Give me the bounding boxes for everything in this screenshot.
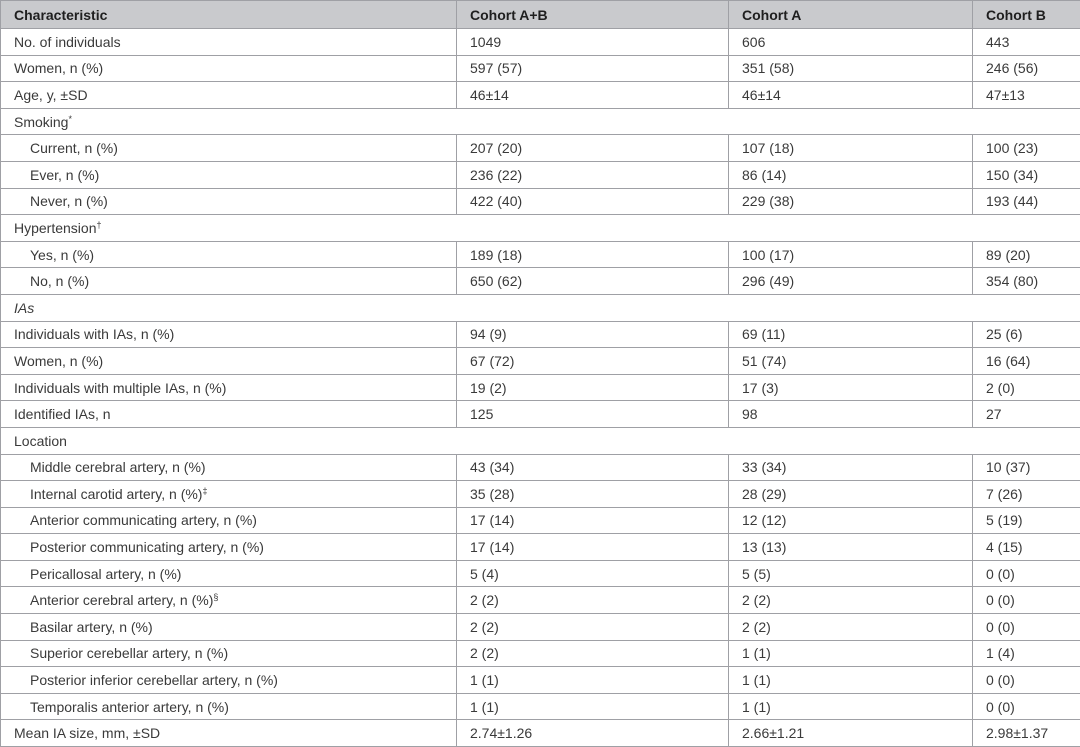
row-label: Middle cerebral artery, n (%): [30, 459, 206, 476]
characteristic-cell: [1, 348, 457, 375]
row-label: Yes, n (%): [30, 246, 95, 263]
cohort-a-value: 1 (1): [729, 693, 973, 720]
cohort-ab-value: 125: [457, 401, 729, 428]
table-row: [1, 321, 1080, 348]
characteristic-cell: [1, 481, 457, 508]
cohort-ab-value: 189 (18): [457, 241, 729, 268]
table-row: [1, 55, 1080, 82]
table-row: [1, 82, 1080, 109]
table-row: [1, 401, 1080, 428]
characteristic-cell: [1, 321, 457, 348]
cohort-a-value: 33 (34): [729, 454, 973, 481]
row-label: Smoking: [14, 113, 69, 130]
cohort-a-value: 107 (18): [729, 135, 973, 162]
characteristic-cell: [1, 188, 457, 215]
row-label: Current, n (%): [30, 140, 118, 157]
cohort-b-value: 100 (23): [973, 135, 1080, 162]
row-label: Posterior inferior cerebellar artery, n (%): [30, 672, 278, 689]
cohort-b-value: 0 (0): [973, 587, 1080, 614]
characteristic-cell: [1, 82, 457, 109]
cohort-b-value: 0 (0): [973, 693, 1080, 720]
cohort-ab-value: 17 (14): [457, 534, 729, 561]
cohort-ab-value: 207 (20): [457, 135, 729, 162]
footnote-marker: §: [213, 592, 219, 603]
table-row: [1, 29, 1080, 56]
characteristic-cell: [1, 587, 457, 614]
table-row: [1, 241, 1080, 268]
characteristic-cell: [1, 720, 457, 747]
characteristic-cell: [1, 534, 457, 561]
cohort-b-value: 2 (0): [973, 374, 1080, 401]
cohort-ab-value: 46±14: [457, 82, 729, 109]
table-row: [1, 507, 1080, 534]
cohort-ab-value: 43 (34): [457, 454, 729, 481]
cohort-a-value: 296 (49): [729, 268, 973, 295]
characteristic-cell: [1, 268, 457, 295]
row-label: Anterior communicating artery, n (%): [30, 512, 257, 529]
row-label: Identified IAs, n: [14, 406, 111, 423]
section-label-cell: [1, 215, 1080, 242]
row-label: Age, y, ±SD: [14, 86, 88, 103]
cohort-b-value: 25 (6): [973, 321, 1080, 348]
cohort-ab-value: 67 (72): [457, 348, 729, 375]
row-label: Internal carotid artery, n (%): [30, 485, 203, 502]
cohort-b-value: 2.98±1.37: [973, 720, 1080, 747]
row-label: Never, n (%): [30, 193, 108, 210]
row-label: IAs: [14, 299, 35, 316]
cohort-b-value: 4 (15): [973, 534, 1080, 561]
characteristic-cell: [1, 29, 457, 56]
characteristic-cell: [1, 693, 457, 720]
cohort-b-value: 0 (0): [973, 667, 1080, 694]
cohort-a-value: 28 (29): [729, 481, 973, 508]
table-header: [1, 1, 1080, 29]
cohort-b-value: 1 (4): [973, 640, 1080, 667]
cohort-a-value: 12 (12): [729, 507, 973, 534]
cohort-ab-value: 19 (2): [457, 374, 729, 401]
footnote-marker: *: [68, 113, 72, 124]
row-label: Individuals with IAs, n (%): [14, 326, 175, 343]
header-cohort-b: Cohort B: [973, 1, 1080, 29]
table-row: [1, 640, 1080, 667]
cohort-ab-value: 17 (14): [457, 507, 729, 534]
cohort-ab-value: 422 (40): [457, 188, 729, 215]
cohort-ab-value: 1049: [457, 29, 729, 56]
section-row: [1, 294, 1080, 321]
cohort-a-value: 69 (11): [729, 321, 973, 348]
cohort-a-value: 86 (14): [729, 161, 973, 188]
row-label: Women, n (%): [14, 352, 104, 369]
cohort-b-value: 47±13: [973, 82, 1080, 109]
cohort-a-value: 2.66±1.21: [729, 720, 973, 747]
section-row: [1, 215, 1080, 242]
cohort-b-value: 193 (44): [973, 188, 1080, 215]
table-row: [1, 560, 1080, 587]
table-row: [1, 614, 1080, 641]
characteristic-cell: [1, 667, 457, 694]
cohort-ab-value: 650 (62): [457, 268, 729, 295]
row-label: Superior cerebellar artery, n (%): [30, 645, 229, 662]
row-label: Anterior cerebral artery, n (%): [30, 592, 214, 609]
cohort-ab-value: 35 (28): [457, 481, 729, 508]
section-row: [1, 427, 1080, 454]
header-characteristic: Characteristic: [1, 1, 457, 29]
cohort-b-value: 27: [973, 401, 1080, 428]
cohort-ab-value: 2.74±1.26: [457, 720, 729, 747]
table-row: [1, 268, 1080, 295]
cohort-a-value: 5 (5): [729, 560, 973, 587]
characteristic-cell: [1, 374, 457, 401]
cohort-b-value: 16 (64): [973, 348, 1080, 375]
header-cohort-ab: Cohort A+B: [457, 1, 729, 29]
characteristic-cell: [1, 507, 457, 534]
section-label-cell: [1, 108, 1080, 135]
table-row: [1, 693, 1080, 720]
cohort-ab-value: 2 (2): [457, 587, 729, 614]
cohort-b-value: 89 (20): [973, 241, 1080, 268]
cohort-ab-value: 236 (22): [457, 161, 729, 188]
cohort-b-value: 0 (0): [973, 614, 1080, 641]
cohort-a-value: 351 (58): [729, 55, 973, 82]
characteristic-cell: [1, 241, 457, 268]
cohort-ab-value: 2 (2): [457, 614, 729, 641]
cohort-b-value: 7 (26): [973, 481, 1080, 508]
cohort-a-value: 1 (1): [729, 640, 973, 667]
row-label: Basilar artery, n (%): [30, 618, 153, 635]
footnote-marker: ‡: [202, 485, 208, 496]
cohort-b-value: 443: [973, 29, 1080, 56]
table-row: [1, 587, 1080, 614]
characteristic-cell: [1, 454, 457, 481]
characteristic-cell: [1, 401, 457, 428]
table-row: [1, 374, 1080, 401]
row-label: No. of individuals: [14, 33, 121, 50]
cohort-a-value: 229 (38): [729, 188, 973, 215]
cohort-a-value: 2 (2): [729, 587, 973, 614]
row-label: Pericallosal artery, n (%): [30, 565, 182, 582]
row-label: Temporalis anterior artery, n (%): [30, 698, 229, 715]
row-label: No, n (%): [30, 273, 90, 290]
row-label: Women, n (%): [14, 60, 104, 77]
cohort-b-value: 10 (37): [973, 454, 1080, 481]
table-row: [1, 481, 1080, 508]
header-row: [1, 1, 1080, 29]
table-row: [1, 534, 1080, 561]
characteristic-cell: [1, 161, 457, 188]
section-label-cell: [1, 427, 1080, 454]
table-row: [1, 720, 1080, 747]
cohort-b-value: 150 (34): [973, 161, 1080, 188]
cohort-a-value: 98: [729, 401, 973, 428]
cohort-a-value: 100 (17): [729, 241, 973, 268]
table-row: [1, 135, 1080, 162]
row-label: Posterior communicating artery, n (%): [30, 539, 264, 556]
cohort-a-value: 51 (74): [729, 348, 973, 375]
cohort-ab-value: 94 (9): [457, 321, 729, 348]
cohort-b-value: 354 (80): [973, 268, 1080, 295]
cohort-a-value: 1 (1): [729, 667, 973, 694]
row-label: Location: [14, 432, 67, 449]
row-label: Individuals with multiple IAs, n (%): [14, 379, 227, 396]
header-cohort-a: Cohort A: [729, 1, 973, 29]
footnote-marker: †: [96, 219, 102, 230]
row-label: Ever, n (%): [30, 166, 100, 183]
cohort-a-value: 17 (3): [729, 374, 973, 401]
cohort-b-value: 5 (19): [973, 507, 1080, 534]
cohort-ab-value: 1 (1): [457, 693, 729, 720]
characteristic-cell: [1, 560, 457, 587]
cohort-a-value: 46±14: [729, 82, 973, 109]
characteristic-cell: [1, 640, 457, 667]
characteristic-cell: [1, 55, 457, 82]
section-label-cell: [1, 294, 1080, 321]
characteristic-cell: [1, 614, 457, 641]
cohort-ab-value: 597 (57): [457, 55, 729, 82]
cohort-ab-value: 2 (2): [457, 640, 729, 667]
section-row: [1, 108, 1080, 135]
table-row: [1, 188, 1080, 215]
table-row: [1, 161, 1080, 188]
cohort-a-value: 13 (13): [729, 534, 973, 561]
table-row: [1, 348, 1080, 375]
row-label: Hypertension: [14, 219, 97, 236]
table-body: [1, 29, 1080, 747]
characteristic-cell: [1, 135, 457, 162]
table-row: [1, 454, 1080, 481]
cohort-b-value: 0 (0): [973, 560, 1080, 587]
cohort-b-value: 246 (56): [973, 55, 1080, 82]
table-row: [1, 667, 1080, 694]
cohort-ab-value: 5 (4): [457, 560, 729, 587]
row-label: Mean IA size, mm, ±SD: [14, 725, 161, 742]
cohort-ab-value: 1 (1): [457, 667, 729, 694]
cohort-a-value: 606: [729, 29, 973, 56]
cohort-a-value: 2 (2): [729, 614, 973, 641]
